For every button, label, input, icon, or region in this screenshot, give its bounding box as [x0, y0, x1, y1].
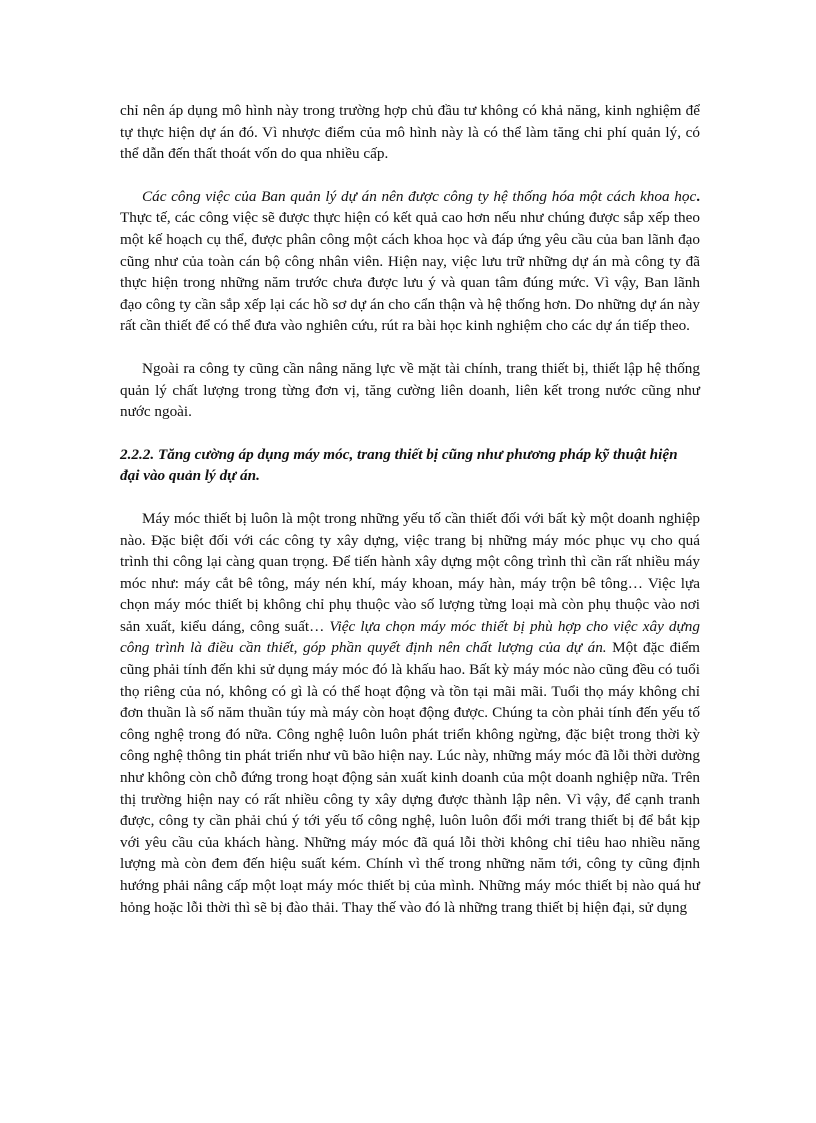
paragraph-2	[120, 186, 700, 337]
paragraph-4-text-start: Máy móc thiết bị luôn là một trong những yếu tố cần thiết đối với bất kỳ một doanh nghiệp nào. Đặc biệt đối với các công ty xây dựng, việc trang bị những máy móc phục vụ cho quá trình thi công lại càng quan trọng. Để tiến hành xây dựng một công trình thì cần rất nhiều máy móc như: máy cắt bê tông, máy nén khí, máy khoan, máy hàn, máy trộn bê tông… Việc lựa chọn máy móc thiết bị không chỉ phụ thuộc vào số lượng từng loại mà còn phụ thuộc vào nơi sản xuất, kiểu dáng, công suất…	[120, 509, 700, 635]
paragraph-1-text: chỉ nên áp dụng mô hình này trong trường hợp chủ đầu tư không có khả năng, kinh nghiệm để tự thực hiện dự án đó. Vì nhược điểm của mô hình này là có thể làm tăng chi phí quản lý, có thể dẫn đến thất thoát vốn do qua nhiều cấp.	[120, 102, 700, 163]
paragraph-gap	[120, 423, 700, 444]
paragraph-4	[120, 508, 700, 918]
paragraph-3-text: Ngoài ra công ty cũng cần nâng năng lực về mặt tài chính, trang thiết bị, thiết lập hệ thống quản lý chất lượng trong từng đơn vị, tăng cường liên doanh, liên kết trong nước cũng như nước ngoài.	[120, 359, 700, 421]
section-heading	[120, 444, 700, 487]
paragraph-gap	[120, 337, 700, 358]
paragraph-1	[120, 100, 700, 165]
document-page	[120, 100, 700, 918]
paragraph-gap	[120, 487, 700, 508]
section-heading-text: 2.2.2. Tăng cường áp dụng máy móc, trang thiết bị cũng như phương pháp kỹ thuật hiện đại vào quản lý dự án.	[120, 445, 678, 485]
paragraph-4-italic-sentence: Việc lựa chọn máy móc thiết bị phù hợp cho việc xây dựng công trình là điều cần thiết, góp phần quyết định nên chất lượng của dự án.	[120, 617, 700, 657]
paragraph-2-period: .	[696, 187, 700, 205]
paragraph-3	[120, 358, 700, 423]
paragraph-4-text-end: Một đặc điểm cũng phải tính đến khi sử dụng máy móc đó là khấu hao. Bất kỳ máy móc nào cũng đều có tuổi thọ riêng của nó, không có gì là có thể hoạt động và tồn tại mãi mãi. Tuổi thọ máy không chỉ đơn thuần là số năm thuần túy mà máy còn hoạt động được. Chúng ta còn phải tính đến yếu tố công nghệ trong đó nữa. Công nghệ luôn luôn phát triển không ngừng, đặc biệt trong thời kỳ công nghệ thông tin phát triển như vũ bão hiện nay. Lúc này, những máy móc đã lỗi thời dường như không còn chỗ đứng trong hoạt động sản xuất kinh doanh của một doanh nghiệp nữa. Trên thị trường hiện nay có rất nhiều công ty xây dựng được thành lập nên. Vì vậy, để cạnh tranh được, công ty cần phải chú ý tới yếu tố công nghệ, luôn luôn đổi mới trang thiết bị để bắt kịp với yêu cầu của khách hàng. Những máy móc đã quá lỗi thời không chỉ tiêu hao nhiều năng lượng mà còn đem đến hiệu suất kém. Chính vì thế trong những năm tới, công ty cũng định hướng phải nâng cấp một loạt máy móc thiết bị của mình. Những máy móc thiết bị nào quá hư hỏng hoặc lỗi thời thì sẽ bị đào thải. Thay thế vào đó là những trang thiết bị hiện đại, sử dụng	[120, 639, 701, 916]
paragraph-gap	[120, 165, 700, 186]
paragraph-2-text: Thực tế, các công việc sẽ được thực hiện có kết quả cao hơn nếu như chúng được sắp xếp theo một kế hoạch cụ thể, được phân công một cách khoa học và đáp ứng yêu cầu của ban lãnh đạo cũng như của toàn cán bộ công nhân viên. Hiện nay, việc lưu trữ những dự án mà công ty đã thực hiện trong những năm trước chưa được lưu ý và quan tâm đúng mức. Vì vậy, Ban lãnh đạo công ty cần sắp xếp lại các hồ sơ dự án cho cẩn thận và hệ thống hơn. Do những dự án này rất cần thiết để có thể đưa vào nghiên cứu, rút ra bài học kinh nghiệm cho các dự án tiếp theo.	[120, 209, 700, 335]
paragraph-2-italic-lead: Các công việc của Ban quản lý dự án nên được công ty hệ thống hóa một cách khoa học	[142, 187, 697, 205]
